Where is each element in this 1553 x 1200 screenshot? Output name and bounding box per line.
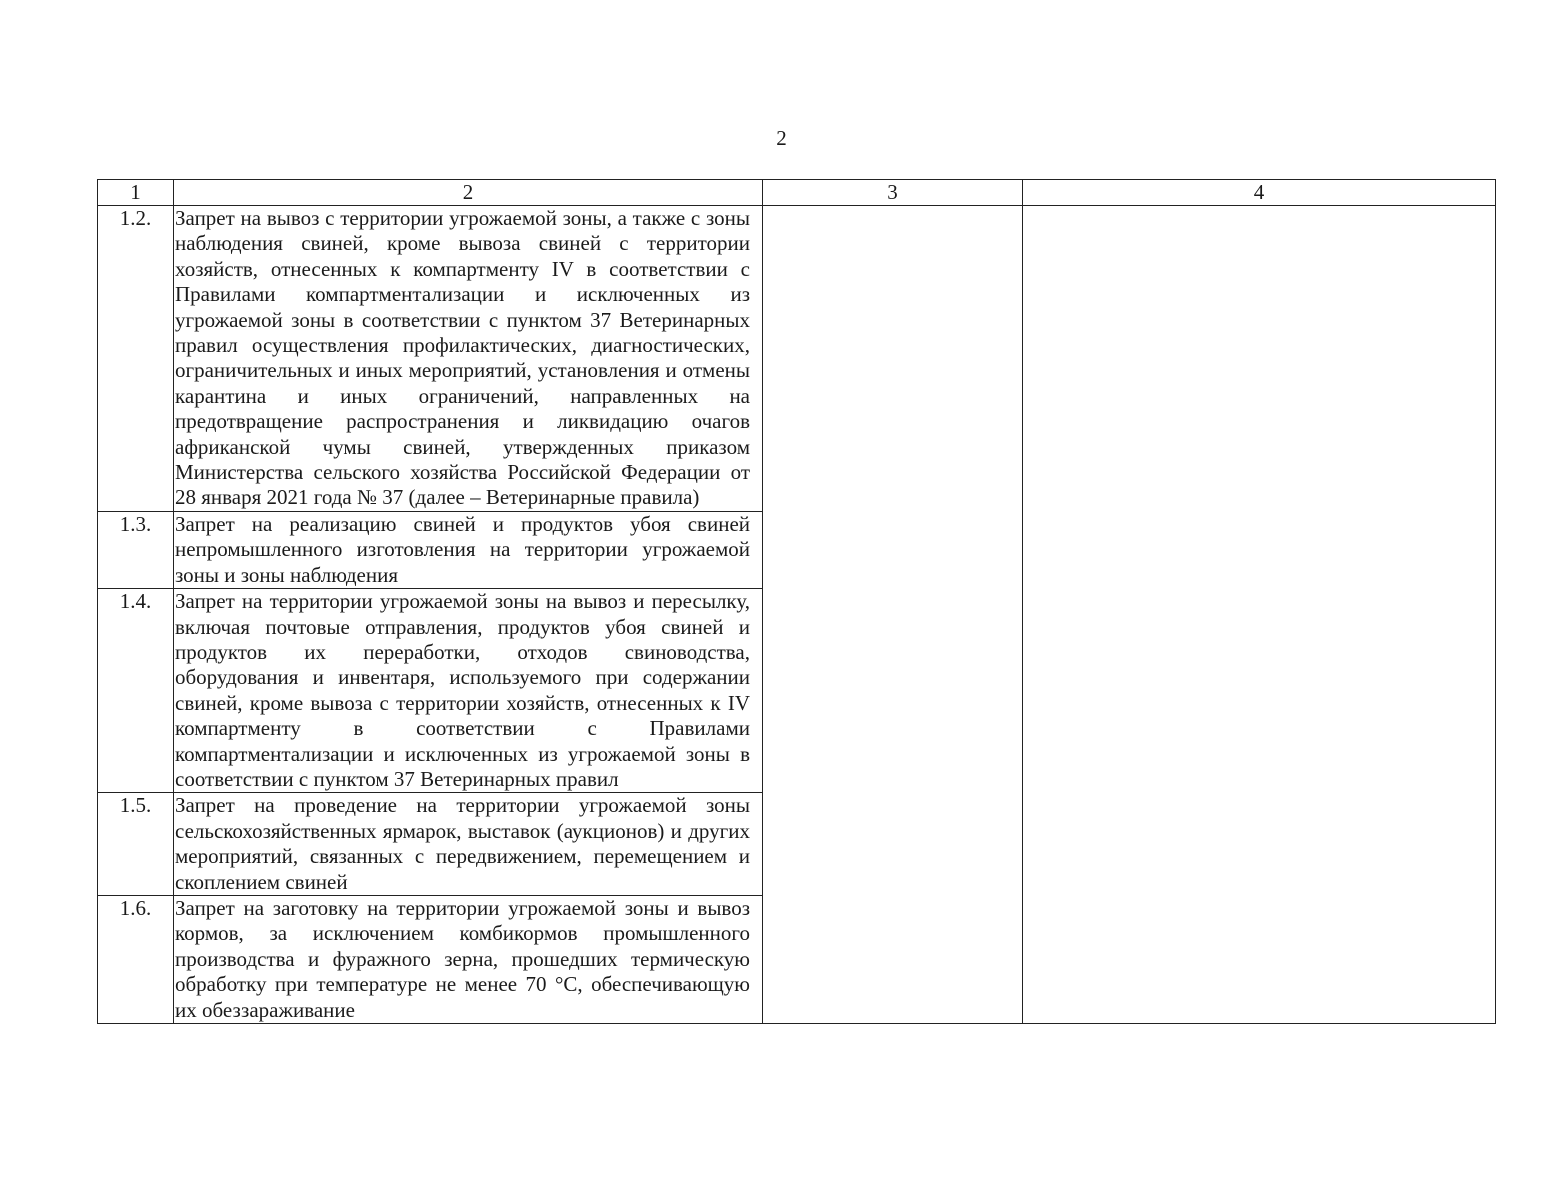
- row-number: 1.5.: [98, 793, 174, 896]
- row-text: Запрет на территории угрожаемой зоны на вывоз и пересылку, включая почтовые отправления, продуктов убоя свиней и продуктов их переработки, отходов свиноводства, оборудования и инвентаря, используемого при содержании свиней, кроме вывоза с территории хозяйств, отнесенных к IV компартменту в соответствии с Правилами компартментализации и исключенных из угрожаемой зоны в соответствии с пунктом 37 Ветеринарных правил: [174, 589, 763, 793]
- header-col-1: 1: [98, 180, 174, 206]
- header-row: [98, 180, 1496, 206]
- table-header: [98, 180, 1496, 206]
- row-text: Запрет на реализацию свиней и продуктов убоя свиней непромышленного изготовления на территории угрожаемой зоны и зоны наблюдения: [174, 511, 763, 588]
- row-number: 1.3.: [98, 511, 174, 588]
- table-row: [98, 206, 1496, 512]
- page-number: 2: [776, 126, 787, 150]
- row-text: Запрет на вывоз с территории угрожаемой зоны, а также с зоны наблюдения свиней, кроме вывоза свиней с территории хозяйств, отнесенных к компартменту IV в соответствии с Правилами компартментализации и исключенных из угрожаемой зоны в соответствии с пунктом 37 Ветеринарных правил осуществления профилактических, диагностических, ограничительных и иных мероприятий, установления и отмены карантина и иных ограничений, направленных на предотвращение распространения и ликвидацию очагов африканской чумы свиней, утвержденных приказом Министерства сельского хозяйства Российской Федерации от 28 января 2021 года № 37 (далее – Ветеринарные правила): [174, 206, 763, 512]
- column-4-cell: [1023, 206, 1496, 1024]
- row-number: 1.6.: [98, 895, 174, 1023]
- row-number: 1.2.: [98, 206, 174, 512]
- column-3-cell: [763, 206, 1023, 1024]
- header-col-2: 2: [174, 180, 763, 206]
- row-text: Запрет на проведение на территории угрожаемой зоны сельскохозяйственных ярмарок, выставок (аукционов) и других мероприятий, связанных с передвижением, перемещением и скоплением свиней: [174, 793, 763, 896]
- measures-table: [97, 179, 1496, 1024]
- row-text: Запрет на заготовку на территории угрожаемой зоны и вывоз кормов, за исключением комбикормов промышленного производства и фуражного зерна, прошедших термическую обработку при температуре не менее 70 °С, обеспечивающую их обеззараживание: [174, 895, 763, 1023]
- header-col-4: 4: [1023, 180, 1496, 206]
- table-body: [98, 206, 1496, 1024]
- row-number: 1.4.: [98, 589, 174, 793]
- header-col-3: 3: [763, 180, 1023, 206]
